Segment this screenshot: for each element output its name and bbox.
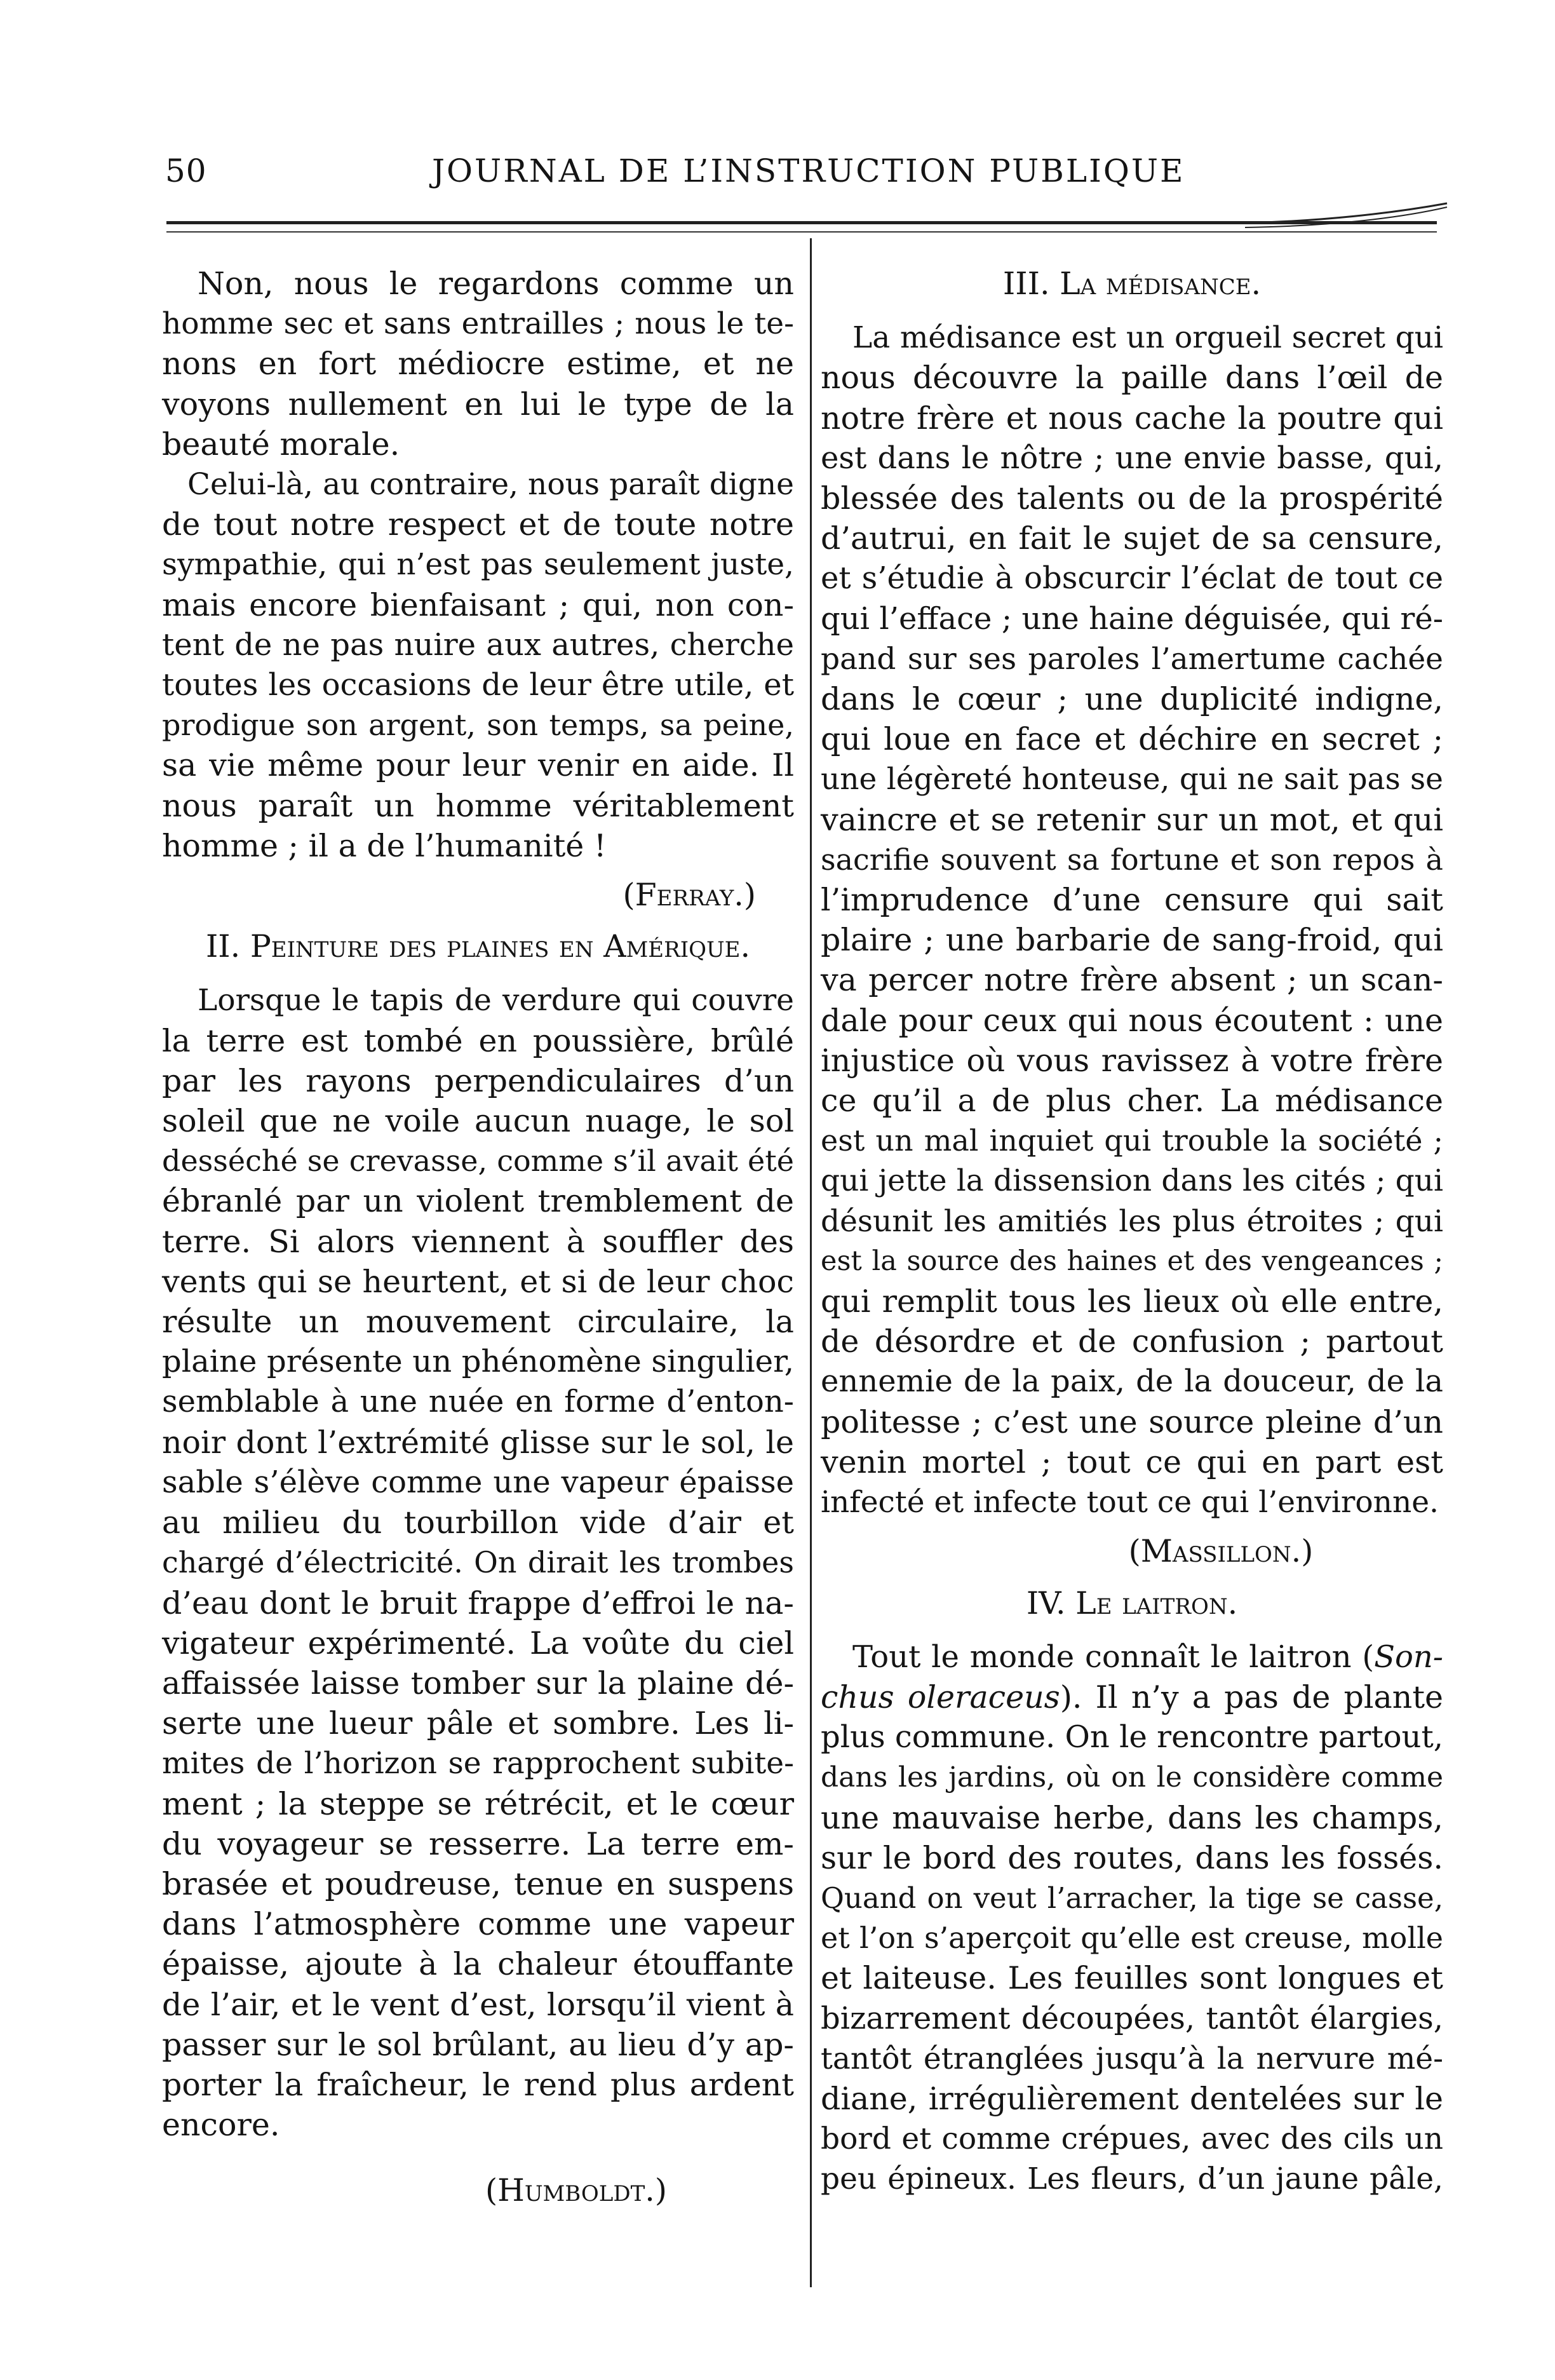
text-line: homme sec et sans entrailles ; nous le te- — [162, 306, 794, 342]
text-line: soleil que ne voile aucun nuage, le sol — [162, 1103, 794, 1140]
text-line: une légèreté honteuse, qui ne sait pas se — [821, 762, 1443, 797]
text-line: qui remplit tous les lieux où elle entre, — [821, 1283, 1443, 1320]
text-line: par les rayons perpendiculaires d’un — [162, 1062, 794, 1099]
paragraph-plains — [162, 980, 794, 2145]
text-line: desséché se crevasse, comme s’il avait été — [162, 1144, 794, 1179]
text-run: Tout le monde connaît le laitron ( — [852, 1639, 1375, 1675]
text-line: nous paraît un homme véritablement — [162, 787, 794, 824]
text-line — [821, 1637, 1443, 1677]
text-line: bizarrement découpées, tantôt élargies, — [821, 2000, 1443, 2036]
text-line: va percer notre frère absent ; un scan- — [821, 962, 1443, 999]
text-line: semblable à une nuée en forme d’enton- — [162, 1384, 794, 1420]
text-line: sur le bord des routes, dans les fossés. — [821, 1839, 1443, 1876]
text-line: dale pour ceux qui nous écoutent : une — [821, 1002, 1443, 1039]
page-number: 50 — [165, 152, 207, 189]
section-title: Peinture des plaines en Amérique. — [250, 928, 751, 965]
paragraph-laitron — [821, 1637, 1443, 2200]
text-line: sympathie, qui n’est pas seulement juste, — [162, 547, 794, 583]
text-line: vaincre et se retenir sur un mot, et qui — [821, 801, 1443, 838]
text-line: toutes les occasions de leur être utile, et — [162, 667, 794, 703]
text-line: terre. Si alors viennent à souffler des — [162, 1223, 794, 1260]
text-line: diane, irrégulièrement dentelées sur le — [821, 2080, 1443, 2117]
text-run: ). Il n’y a pas de plante — [1060, 1679, 1444, 1715]
text-line: résulte un mouvement circulaire, la — [162, 1304, 794, 1341]
section-heading-2 — [162, 926, 794, 966]
text-line: noir dont l’extrémité glisse sur le sol, le — [162, 1424, 794, 1461]
section-heading-4 — [821, 1583, 1443, 1623]
text-line: du voyageur se resserre. La terre em- — [162, 1825, 794, 1862]
text-line: ment ; la steppe se rétrécit, et le cœur — [162, 1785, 794, 1822]
section-number: II. — [205, 928, 241, 965]
text-line: voyons nullement en lui le type de la — [162, 386, 794, 423]
left-column — [162, 264, 794, 2217]
text-line: homme ; il a de l’humanité ! — [162, 827, 607, 864]
attribution-massillon: (Massillon.) — [1128, 1533, 1314, 1570]
text-line: ennemie de la paix, de la douceur, de la — [821, 1363, 1443, 1400]
text-line: désunit les amitiés les plus étroites ; qui — [821, 1203, 1443, 1239]
text-line: d’autrui, en fait le sujet de sa censure, — [821, 520, 1443, 557]
text-line: nons en fort médiocre estime, et ne — [162, 346, 794, 382]
text-line: tantôt étranglées jusqu’à la nervure mé- — [821, 2041, 1443, 2076]
text-line: encore. — [162, 2107, 280, 2144]
text-line: chargé d’électricité. On dirait les trombes — [162, 1545, 794, 1580]
text-line: la terre est tombé en poussière, brûlé — [162, 1022, 794, 1059]
latin-name: Son- — [1374, 1639, 1443, 1675]
section-number: III. — [1002, 266, 1050, 302]
text-line: infecté et infecte tout ce qui l’environne. — [821, 1485, 1439, 1520]
text-line: épaisse, ajoute à la chaleur étouffante — [162, 1946, 794, 1983]
section-heading-3 — [821, 264, 1443, 304]
column-divider — [810, 238, 812, 2287]
running-title: JOURNAL DE L’INSTRUCTION PUBLIQUE — [432, 152, 1185, 189]
text-line: une mauvaise herbe, dans les champs, — [821, 1799, 1443, 1836]
attribution-ferray: (Ferray.) — [623, 877, 756, 914]
text-line: Lorsque le tapis de verdure qui couvre — [198, 983, 794, 1018]
text-line: dans le cœur ; une duplicité indigne, — [821, 681, 1443, 718]
text-line: mais encore bienfaisant ; qui, non con- — [162, 586, 794, 623]
page-header — [165, 152, 1442, 203]
text-line: nous découvre la paille dans l’œil de — [821, 360, 1443, 396]
text-line: ébranlé par un violent tremblement de — [162, 1183, 794, 1220]
latin-name: chus oleraceus — [821, 1679, 1060, 1715]
text-line: ce qu’il a de plus cher. La médisance — [821, 1083, 1443, 1119]
text-line: prodigue son argent, son temps, sa peine, — [162, 708, 794, 743]
text-line: brasée et poudreuse, tenue en suspens — [162, 1865, 794, 1902]
text-line: injustice où vous ravissez à votre frère — [821, 1042, 1443, 1079]
text-line: plus commune. On le rencontre partout, — [821, 1719, 1443, 1755]
text-line: et s’étudie à obscurcir l’éclat de tout ce — [821, 560, 1443, 597]
text-line: au milieu du tourbillon vide d’air et — [162, 1504, 794, 1541]
text-line: sacrifie souvent sa fortune et son repos à — [821, 842, 1443, 877]
text-line: l’imprudence d’une censure qui sait — [821, 882, 1443, 919]
section-title: La médisance. — [1060, 266, 1262, 302]
paragraph-humanity — [162, 464, 794, 866]
text-line: sa vie même pour leur venir en aide. Il — [162, 747, 794, 784]
text-line: plaine présente un phénomène singulier, — [162, 1344, 794, 1380]
text-line: venin mortel ; tout ce qui en part est — [821, 1444, 1443, 1480]
text-line: Non, nous le regardons comme un — [198, 266, 794, 302]
paragraph-intro — [162, 264, 794, 464]
text-line: et laiteuse. Les feuilles sont longues et — [821, 1960, 1443, 1997]
attribution-humboldt: (Humboldt.) — [485, 2172, 667, 2209]
text-line: qui loue en face et déchire en secret ; — [821, 721, 1443, 758]
text-line: porter la fraîcheur, le rend plus ardent — [162, 2066, 794, 2103]
text-line: sable s’élève comme une vapeur épaisse — [162, 1464, 794, 1500]
text-line: de l’air, et le vent d’est, lorsqu’il vient à — [162, 1986, 794, 2023]
text-line: vents qui se heurtent, et si de leur choc — [162, 1263, 794, 1300]
text-line: mites de l’horizon se rapprochent subite- — [162, 1746, 794, 1782]
text-line: serte une lueur pâle et sombre. Les li- — [162, 1705, 794, 1742]
text-line: et l’on s’aperçoit qu’elle est creuse, molle — [821, 1921, 1443, 1956]
text-line: tent de ne pas nuire aux autres, cherche — [162, 626, 794, 663]
section-number: IV. — [1026, 1585, 1066, 1621]
text-line: beauté morale. — [162, 426, 400, 463]
paragraph-medisance — [821, 318, 1443, 1522]
text-line: est un mal inquiet qui trouble la société ; — [821, 1123, 1443, 1158]
header-rule-ornament — [1245, 202, 1448, 234]
text-line: Quand on veut l’arracher, la tige se casse, — [821, 1881, 1443, 1915]
text-line: politesse ; c’est une source pleine d’un — [821, 1403, 1443, 1440]
text-line: affaissée laisse tomber sur la plaine dé- — [162, 1665, 794, 1701]
text-line: passer sur le sol brûlant, au lieu d’y ap- — [162, 2026, 794, 2063]
text-line: dans les jardins, où on le considère comme — [821, 1761, 1443, 1794]
text-line: d’eau dont le bruit frappe d’effroi le na- — [162, 1585, 794, 1621]
text-line: dans l’atmosphère comme une vapeur — [162, 1906, 794, 1943]
text-line: peu épineux. Les fleurs, d’un jaune pâle, — [821, 2161, 1443, 2197]
text-line: est dans le nôtre ; une envie basse, qui, — [821, 440, 1443, 476]
text-line — [821, 1677, 1443, 1717]
text-line: de désordre et de confusion ; partout — [821, 1323, 1443, 1360]
text-line: qui l’efface ; une haine déguisée, qui ré- — [821, 600, 1443, 637]
text-line: plaire ; une barbarie de sang-froid, qui — [821, 922, 1443, 959]
text-line: La médisance est un orgueil secret qui — [852, 320, 1443, 356]
text-line: de tout notre respect et de toute notre — [162, 506, 794, 543]
text-line: blessée des talents ou de la prospérité — [821, 480, 1443, 517]
right-column — [821, 264, 1443, 2200]
text-line: pand sur ses paroles l’amertume cachée — [821, 641, 1443, 677]
text-line: bord et comme crépues, avec des cils un — [821, 2121, 1443, 2157]
text-line: Celui-là, au contraire, nous paraît digne — [187, 467, 794, 503]
text-line: notre frère et nous cache la poutre qui — [821, 400, 1443, 436]
text-line: vigateur expérimenté. La voûte du ciel — [162, 1625, 794, 1661]
text-line: est la source des haines et des vengeances ; — [821, 1245, 1443, 1277]
text-line: qui jette la dissension dans les cités ; qui — [821, 1163, 1443, 1199]
section-title: Le laitron. — [1075, 1585, 1238, 1621]
